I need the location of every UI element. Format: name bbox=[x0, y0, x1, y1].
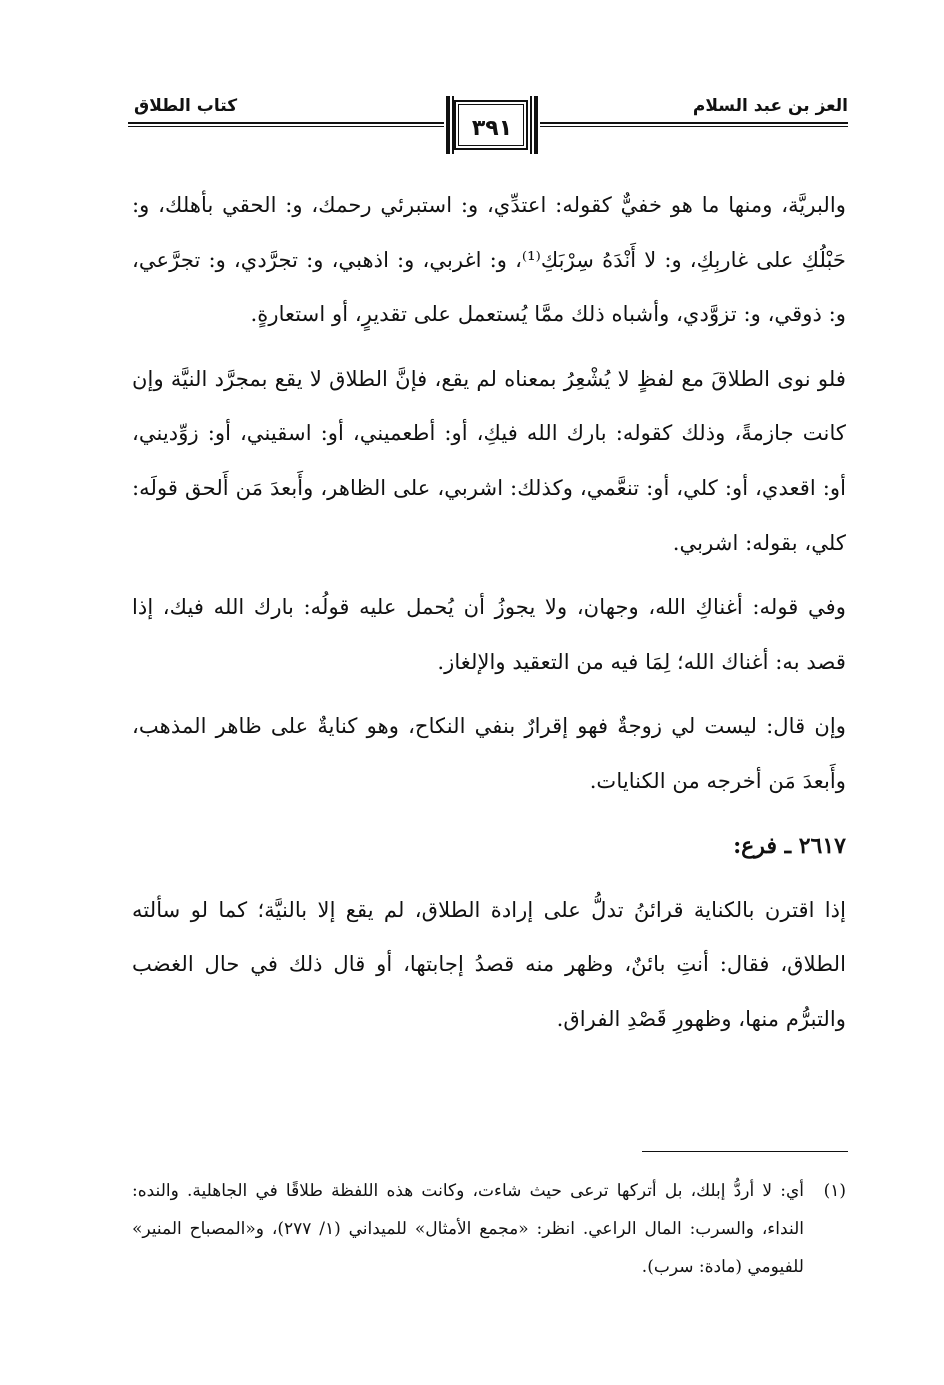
running-title-book: كتاب الطلاق bbox=[134, 96, 238, 116]
paragraph-2: فلو نوى الطلاقَ مع لفظٍ لا يُشْعِرُ بمعناه لم يقع، فإنَّ الطلاق لا يقع بمجرَّد النيَّة وإن كانت جازمةً، وذلك كقوله: بارك الله فيكِ، أو: أطعميني، أو: اسقيني، أو: زوِّديني، أو: اقعدي، أو: كلي، أو: تنعَّمي، وكذلك: اشربي، على الظاهر، وأَبعدَ مَن أَلحق قولَه: كلي، بقوله: اشربي. bbox=[132, 365, 846, 555]
paragraph-1: والبريَّة، ومنها ما هو خفيٌّ كقوله: اعتدِّي، و: استبرئي رحمك، و: الحقي بأهلك، و: حَبْلُكِ على غاربِكِ، و: لا أَنْدَهُ سِرْبَكِ⁽¹⁾، و: اغربي، و: اذهبي، و: تجرَّدي، و: تجرَّعي، و: ذوقي، و: تزوَّدي، وأشباه ذلك ممَّا يُستعمل على تقديرٍ، أو استعارةٍ. bbox=[132, 192, 846, 327]
footnote-separator bbox=[642, 1151, 848, 1152]
paragraph-4: وإن قال: ليست لي زوجةٌ فهو إقرارٌ بنفي النكاح، وهو كنايةٌ على ظاهر المذهب، وأَبعدَ مَن أخرجه من الكنايات. bbox=[132, 713, 846, 793]
page-number: ٣٩١ bbox=[471, 116, 513, 141]
footnote-text: أي: لا أردُّ إبلك، بل أتركها ترعى حيث شاءت، وكانت هذه اللفظة طلاقًا في الجاهلية. والنده: النداء، والسرب: المال الراعي. انظر: «مجمع الأمثال» للميداني (١/ ٢٧٧)، و«المصباح المنير» للفيومي (مادة: سرب). bbox=[132, 1181, 804, 1277]
running-title-author: العز بن عبد السلام bbox=[692, 96, 848, 116]
section-heading: ٢٦١٧ ـ فرع: bbox=[733, 832, 846, 859]
main-text bbox=[132, 178, 846, 1056]
paragraph-3: وفي قوله: أغناكِ الله، وجهان، ولا يجوزُ أن يُحمل عليه قولُه: بارك الله فيك، إذا قصد به: أغناك الله؛ لِمَا فيه من التعقيد والإلغاز. bbox=[132, 594, 846, 674]
footnote bbox=[132, 1172, 846, 1286]
page-number-frame bbox=[444, 92, 540, 156]
running-header bbox=[128, 92, 848, 162]
section-paragraph: إذا اقترن بالكناية قرائنُ تدلُّ على إرادة الطلاق، لم يقع إلا بالنيَّة؛ كما لو سألته الطلاق، فقال: أنتِ بائنٌ، وظهر منه قصدُ إجابتها، أو قال ذلك في حال الغضب والتبرُّم منها، وظهورِ قَصْدِ الفراق. bbox=[132, 896, 846, 1031]
footnote-marker: (١) bbox=[823, 1181, 846, 1201]
